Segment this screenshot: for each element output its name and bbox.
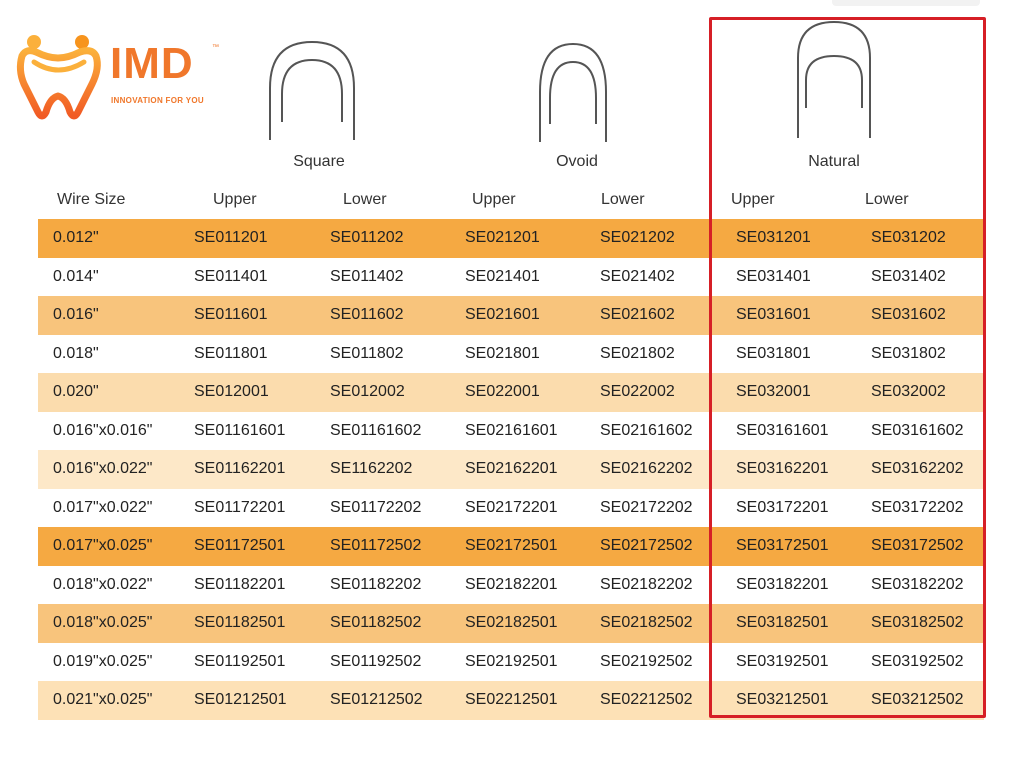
product-code-cell: SE01172501 [194, 537, 286, 554]
product-code-cell: SE02182501 [465, 614, 558, 631]
product-code-cell: SE03172501 [736, 537, 829, 554]
product-code-cell: SE02172501 [465, 537, 558, 554]
product-code-cell: SE021801 [465, 344, 540, 362]
product-code-cell: SE02162202 [600, 460, 693, 477]
product-code-cell: SE01182201 [194, 575, 286, 593]
product-code-cell: SE012001 [194, 383, 269, 400]
product-code-cell: SE02182201 [465, 575, 558, 593]
product-code-cell: SE03182201 [736, 575, 829, 593]
product-code-cell: SE02161601 [465, 421, 558, 439]
wire-size-cell: 0.017"x0.022" [53, 498, 153, 516]
product-code-cell: SE011402 [330, 267, 404, 285]
product-code-cell: SE03192502 [871, 652, 964, 670]
product-code-cell: SE02182202 [600, 575, 693, 593]
product-code-cell: SE031402 [871, 267, 946, 285]
header-square-upper: Upper [213, 191, 257, 208]
logo-wordmark: IMD [110, 39, 194, 88]
product-code-cell: SE03162202 [871, 460, 964, 477]
product-code-cell: SE02192501 [465, 652, 558, 670]
product-code-cell: SE011401 [194, 267, 268, 285]
product-code-cell: SE02192502 [600, 652, 693, 670]
product-code-cell: SE02212501 [465, 691, 558, 708]
header-ovoid-lower: Lower [601, 191, 645, 208]
product-code-cell: SE02172201 [465, 498, 558, 516]
header-natural-lower: Lower [865, 191, 909, 208]
product-code-cell: SE03172202 [871, 498, 964, 516]
square-arch-icon [262, 38, 362, 142]
logo-tagline: INNOVATION FOR YOU [111, 96, 204, 105]
wire-size-cell: 0.021"x0.025" [53, 691, 153, 708]
product-code-cell: SE03182502 [871, 614, 964, 631]
product-code-cell: SE01182202 [330, 575, 422, 593]
product-code-cell: SE022001 [465, 383, 540, 400]
product-code-cell: SE012002 [330, 383, 405, 400]
product-code-cell: SE031801 [736, 344, 811, 362]
wire-size-cell: 0.019"x0.025" [53, 652, 153, 670]
product-code-cell: SE01161602 [330, 421, 422, 439]
product-code-cell: SE03161601 [736, 421, 829, 439]
top-edge-shadow [832, 0, 980, 6]
ovoid-arch-icon [530, 40, 616, 144]
product-code-cell: SE01172201 [194, 498, 286, 516]
product-code-cell: SE031601 [736, 306, 811, 323]
form-label-ovoid: Ovoid [556, 153, 598, 170]
product-code-cell: SE01182502 [330, 614, 422, 631]
product-code-cell: SE03182501 [736, 614, 829, 631]
product-code-cell: SE01192502 [330, 652, 422, 670]
product-code-cell: SE03162201 [736, 460, 829, 477]
product-code-cell: SE011802 [330, 344, 404, 362]
product-code-cell: SE01162201 [194, 460, 286, 477]
product-code-cell: SE02172202 [600, 498, 693, 516]
product-code-cell: SE021202 [600, 229, 675, 246]
product-code-cell: SE02212502 [600, 691, 693, 708]
product-code-cell: SE021201 [465, 229, 540, 246]
wire-size-cell: 0.020" [53, 383, 99, 400]
wire-size-cell: 0.018"x0.022" [53, 575, 153, 593]
product-code-cell: SE031401 [736, 267, 811, 285]
form-label-natural: Natural [808, 153, 860, 170]
product-code-cell: SE02182502 [600, 614, 693, 631]
product-code-cell: SE022002 [600, 383, 675, 400]
product-code-cell: SE02162201 [465, 460, 558, 477]
wire-size-cell: 0.018"x0.025" [53, 614, 153, 631]
product-code-cell: SE01172202 [330, 498, 422, 516]
header-natural-upper: Upper [731, 191, 775, 208]
product-code-cell: SE03161602 [871, 421, 964, 439]
product-code-cell: SE021802 [600, 344, 675, 362]
product-code-cell: SE011601 [194, 306, 268, 323]
product-code-cell: SE032001 [736, 383, 811, 400]
product-code-cell: SE021601 [465, 306, 540, 323]
product-code-cell: SE011201 [194, 229, 268, 246]
wire-size-cell: 0.016" [53, 306, 99, 323]
natural-column-highlight [709, 17, 986, 718]
product-code-cell: SE01192501 [194, 652, 286, 670]
product-code-cell: SE011801 [194, 344, 268, 362]
form-label-square: Square [293, 153, 345, 170]
header-wire-size: Wire Size [57, 191, 126, 208]
logo-trademark: ™ [212, 44, 219, 51]
wire-size-cell: 0.016"x0.016" [53, 421, 153, 439]
product-code-cell: SE031201 [736, 229, 811, 246]
product-code-cell: SE01212502 [330, 691, 423, 708]
product-code-cell: SE01212501 [194, 691, 287, 708]
product-code-cell: SE02161602 [600, 421, 693, 439]
product-code-cell: SE03172201 [736, 498, 829, 516]
product-code-cell: SE031202 [871, 229, 946, 246]
product-code-cell: SE011602 [330, 306, 404, 323]
product-code-cell: SE03182202 [871, 575, 964, 593]
product-code-cell: SE01161601 [194, 421, 286, 439]
product-code-cell: SE021402 [600, 267, 675, 285]
product-code-cell: SE1162202 [330, 460, 413, 477]
product-code-cell: SE031602 [871, 306, 946, 323]
wire-size-cell: 0.016"x0.022" [53, 460, 153, 477]
product-code-cell: SE03172502 [871, 537, 964, 554]
product-code-cell: SE01182501 [194, 614, 286, 631]
product-code-cell: SE021401 [465, 267, 540, 285]
product-code-cell: SE01172502 [330, 537, 422, 554]
tooth-mascot-icon [14, 32, 109, 127]
header-ovoid-upper: Upper [472, 191, 516, 208]
product-code-cell: SE021602 [600, 306, 675, 323]
product-code-cell: SE011202 [330, 229, 404, 246]
wire-size-cell: 0.018" [53, 344, 99, 362]
wire-size-cell: 0.014" [53, 267, 99, 285]
product-code-cell: SE032002 [871, 383, 946, 400]
header-square-lower: Lower [343, 191, 387, 208]
product-code-cell: SE03212502 [871, 691, 964, 708]
product-code-cell: SE03212501 [736, 691, 829, 708]
wire-size-cell: 0.012" [53, 229, 99, 246]
product-code-cell: SE03192501 [736, 652, 829, 670]
product-code-cell: SE031802 [871, 344, 946, 362]
wire-size-cell: 0.017"x0.025" [53, 537, 153, 554]
product-code-cell: SE02172502 [600, 537, 693, 554]
